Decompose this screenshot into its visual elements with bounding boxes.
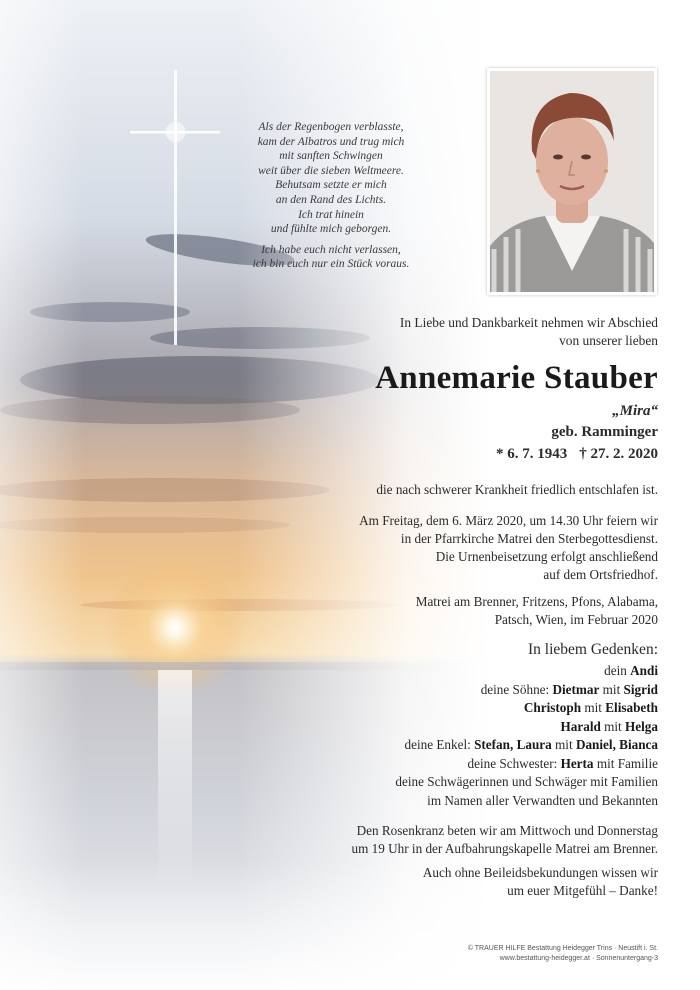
- footer-line: © TRAUER HILFE Bestattung Heidegger Trins · Neustift i. St.: [467, 945, 658, 952]
- deceased-nickname: „Mira“: [612, 403, 658, 419]
- service-line: in der Pfarrkirche Matrei den Sterbegottesdienst.: [400, 531, 658, 546]
- service-line: auf dem Ortsfriedhof.: [543, 567, 658, 582]
- poem-line: kam der Albatros und trug mich: [257, 135, 405, 148]
- mourner-name: Daniel, Bianca: [575, 737, 658, 752]
- mourner-name: Harald: [560, 718, 601, 734]
- thanks-line: Auch ohne Beileidsbekundungen wissen wir: [422, 865, 658, 880]
- poem-line: Ich habe euch nicht verlassen,: [261, 243, 401, 256]
- portrait-photo: [487, 68, 657, 295]
- thanks-line: um euer Mitgefühl – Danke!: [507, 883, 658, 898]
- poem-line: und fühlte mich geborgen.: [270, 223, 392, 236]
- mourner-name: Dietmar: [552, 681, 600, 697]
- mourner-text: mit: [600, 718, 626, 734]
- poem-line: weit über die sieben Weltmeere.: [258, 164, 404, 177]
- poem-line: ich bin euch nur ein Stück voraus.: [252, 258, 410, 271]
- mourner-text: deine Schwester:: [467, 755, 561, 771]
- poem-line: Behutsam setzte er mich: [275, 179, 387, 192]
- poem-line: Ich trat hinein: [298, 208, 364, 221]
- poem-line: Als der Regenbogen verblasste,: [258, 121, 404, 133]
- rosary-line: um 19 Uhr in der Aufbahrungskapelle Matrei am Brenner.: [351, 841, 658, 856]
- mourner-line: deine Schwägerinnen und Schwäger mit Familien: [395, 774, 658, 789]
- mourner-line: [238, 755, 658, 774]
- service-text: [238, 512, 658, 584]
- mourner-text: mit Familie: [593, 755, 658, 771]
- service-line: Die Urnenbeisetzung erfolgt anschließend: [435, 549, 658, 564]
- mourner-line: [238, 736, 658, 755]
- footer-line: www.bestattung-heidegger.at · Sonnenuntergang-3: [499, 955, 658, 962]
- mourner-line: im Namen aller Verwandten und Bekannten: [427, 792, 658, 808]
- birth-date: * 6. 7. 1943: [496, 446, 568, 462]
- mourner-text: mit: [581, 700, 606, 715]
- rosary-line: Den Rosenkranz beten wir am Mittwoch und Donnerstag: [356, 823, 658, 838]
- rosary-text: [238, 822, 658, 858]
- mourner-name: Elisabeth: [605, 700, 658, 715]
- intro-line: In Liebe und Dankbarkeit nehmen wir Abschied: [399, 315, 658, 330]
- poem-line: mit sanften Schwingen: [279, 150, 383, 163]
- life-dates: [338, 444, 658, 464]
- mourner-name: Stefan, Laura: [474, 737, 552, 752]
- mourner-name: Herta: [560, 755, 594, 771]
- mourner-name: Helga: [625, 718, 658, 734]
- mourner-line: [238, 699, 658, 718]
- mourner-text: mit: [599, 681, 624, 697]
- mourners-list: [238, 662, 658, 810]
- cause-text: die nach schwerer Krankheit friedlich entschlafen ist.: [376, 482, 658, 497]
- intro-text: [278, 314, 658, 350]
- poem: [220, 120, 442, 272]
- intro-line: von unserer lieben: [559, 333, 658, 348]
- deceased-born-name: geb. Ramminger: [551, 424, 658, 440]
- poem-line: an den Rand des Lichts.: [275, 193, 387, 206]
- mourner-line: [238, 662, 658, 681]
- mourner-line: [238, 718, 658, 737]
- mourner-name: Sigrid: [623, 681, 658, 697]
- deceased-name: Annemarie Stauber: [375, 360, 658, 396]
- thanks-text: [238, 864, 658, 900]
- death-date: † 27. 2. 2020: [579, 446, 658, 462]
- memory-title: In liebem Gedenken:: [528, 641, 658, 658]
- place-line: Matrei am Brenner, Fritzens, Pfons, Alabama,: [415, 594, 658, 609]
- place-text: [238, 593, 658, 629]
- mourner-text: mit: [551, 737, 576, 752]
- footer-credit: [338, 944, 658, 964]
- mourner-text: dein: [604, 663, 631, 678]
- mourner-line: [238, 681, 658, 700]
- mourner-name: Andi: [630, 663, 658, 678]
- mourner-name: Christoph: [523, 700, 582, 715]
- place-line: Patsch, Wien, im Februar 2020: [494, 612, 658, 627]
- mourner-text: deine Söhne:: [480, 681, 553, 697]
- mourner-text: deine Enkel:: [404, 737, 475, 752]
- service-line: Am Freitag, dem 6. März 2020, um 14.30 Uhr feiern wir: [359, 513, 658, 528]
